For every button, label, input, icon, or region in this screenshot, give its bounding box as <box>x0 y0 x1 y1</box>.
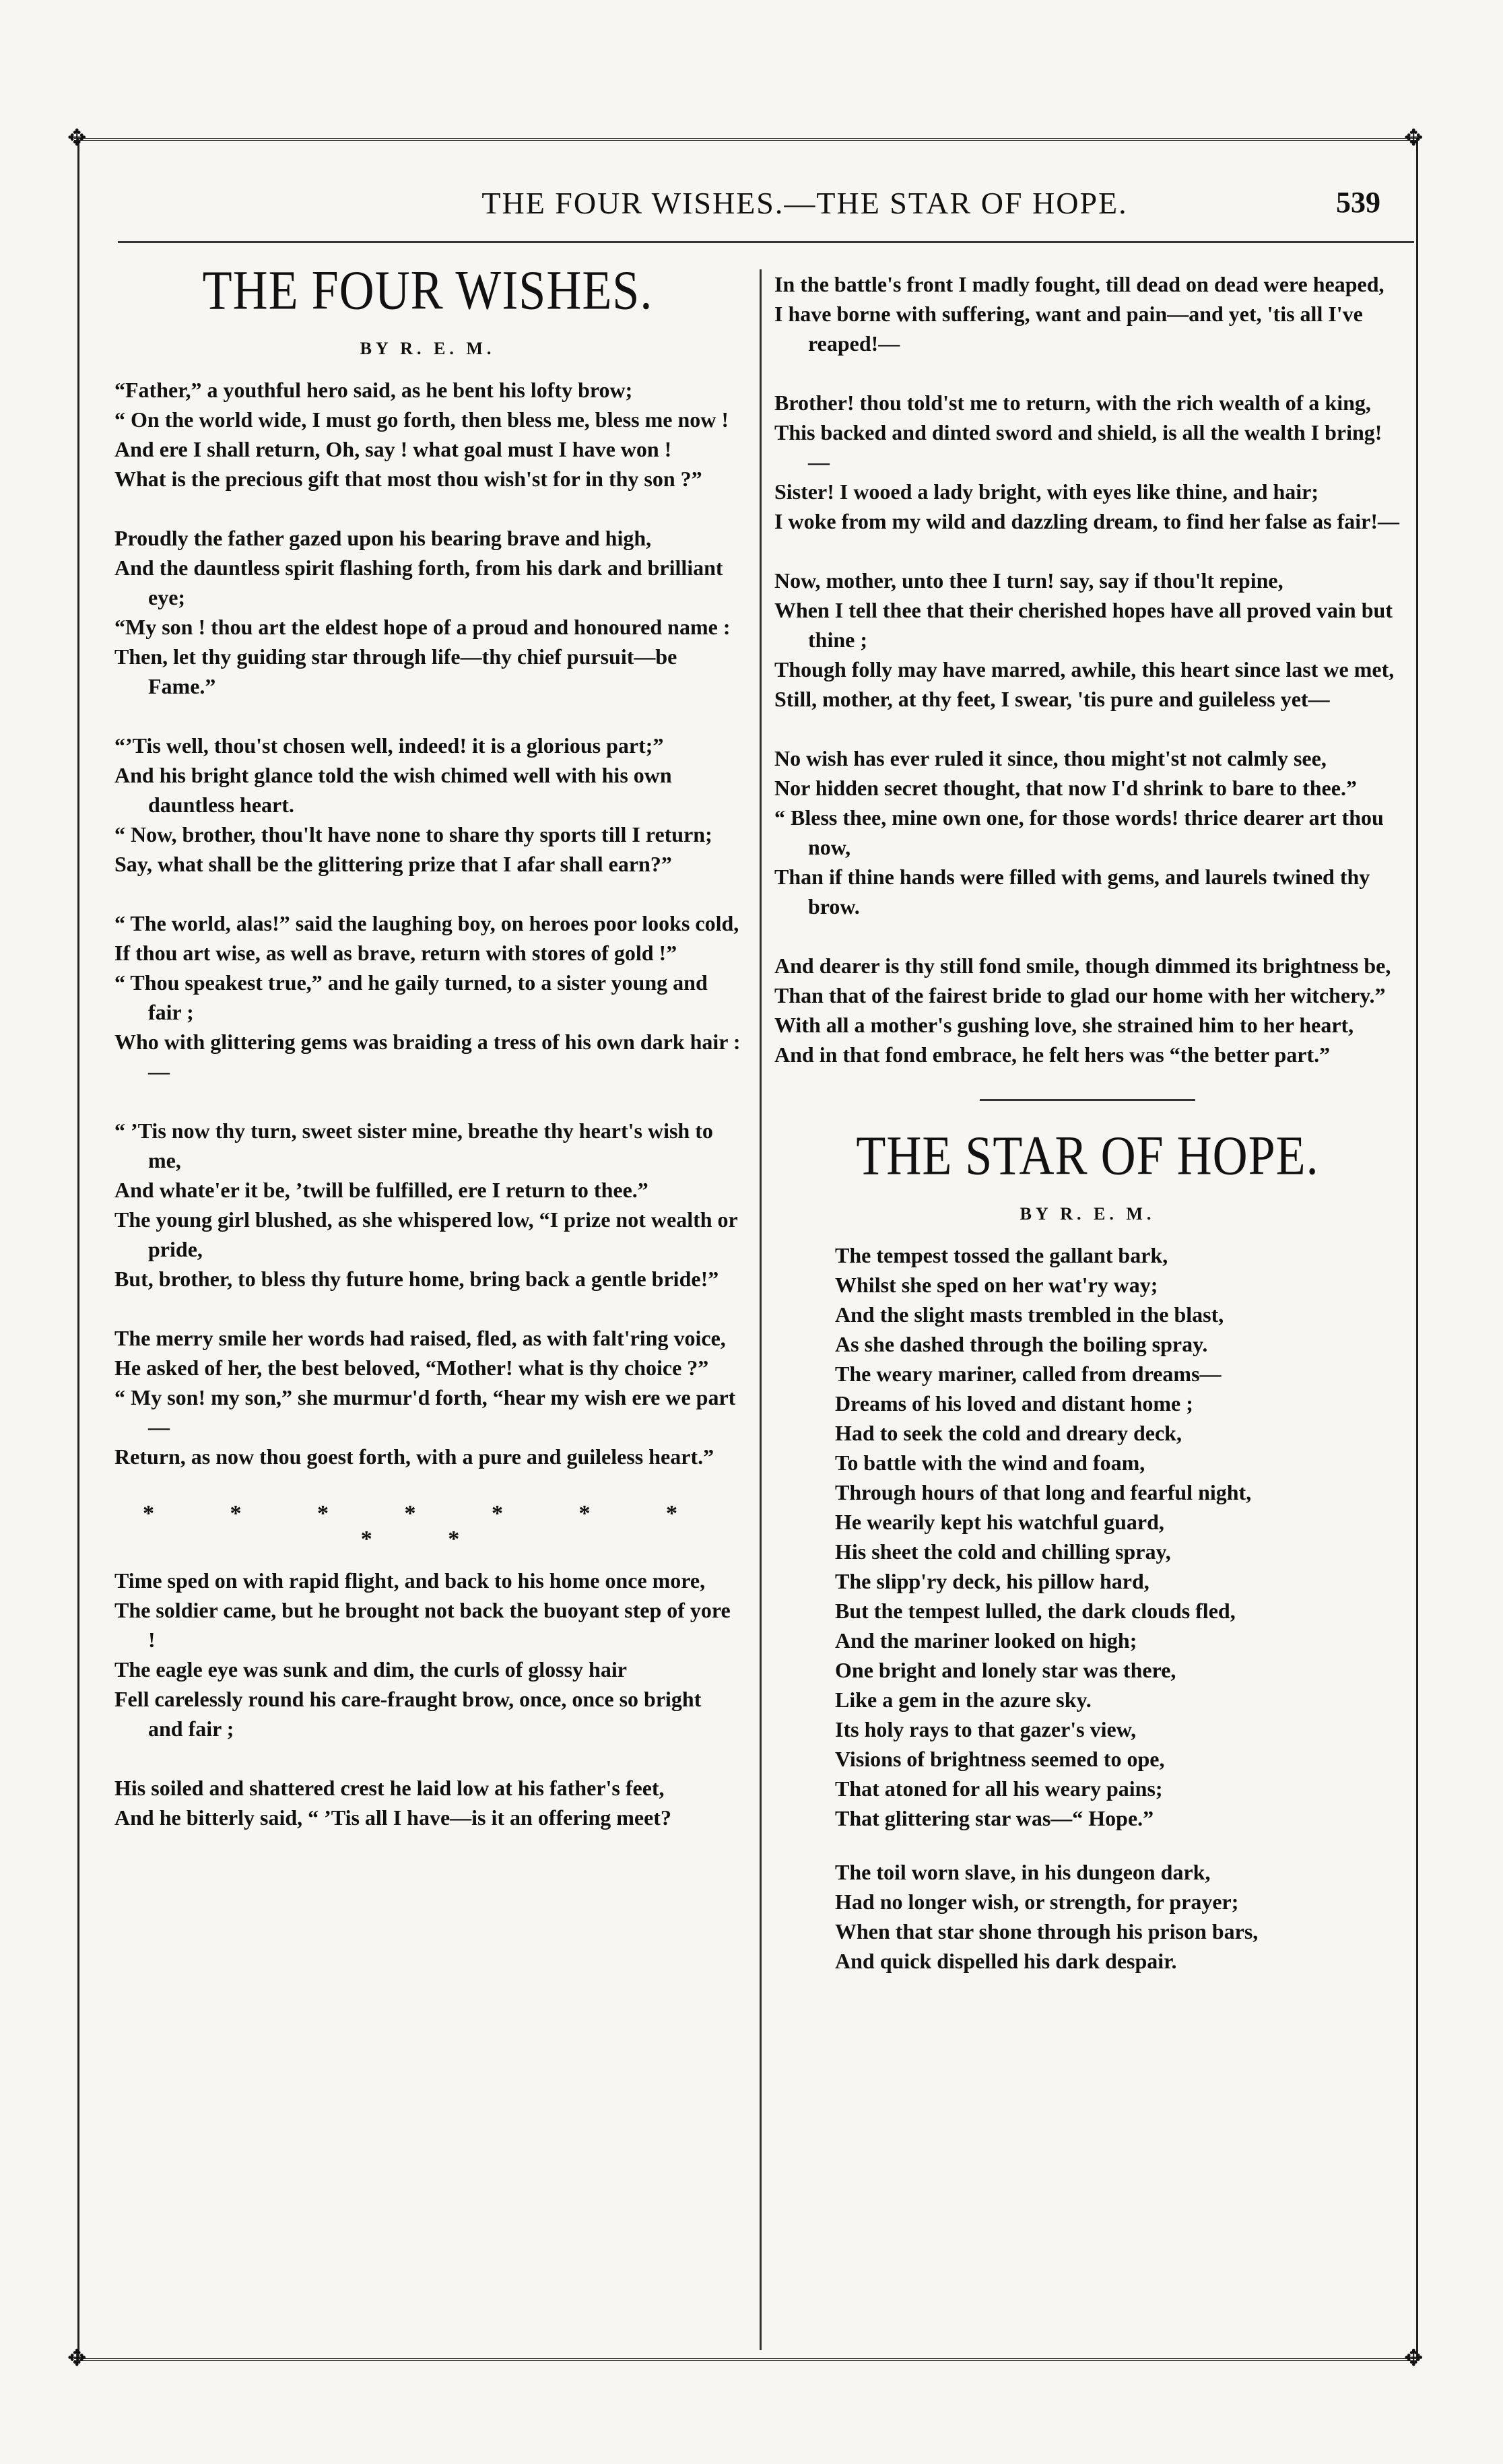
verse-line: “’Tis well, thou'st chosen well, indeed! it is a glorious part;” <box>114 733 664 758</box>
stanza <box>774 951 1401 1069</box>
verse-line: Whilst she sped on her wat'ry way; <box>835 1273 1158 1297</box>
verse-line: “ Thou speakest true,” and he gaily turned, to a sister young and fair ; <box>114 970 708 1024</box>
verse-line: Then, let thy guiding star through life—thy chief pursuit—be Fame.” <box>114 644 677 698</box>
verse-line: Who with glittering gems was braiding a tress of his own dark hair :— <box>114 1030 741 1084</box>
poem-title-four-wishes: THE FOUR WISHES. <box>202 259 653 321</box>
verse-line: But the tempest lulled, the dark clouds fled, <box>835 1599 1236 1623</box>
verse-line: Like a gem in the azure sky. <box>835 1688 1092 1712</box>
verse-line: What is the precious gift that most thou wish'st for in thy son ?” <box>114 467 702 491</box>
bottom-border-rule <box>74 2358 1417 2361</box>
verse-line: Nor hidden secret thought, that now I'd shrink to bare to thee.” <box>774 776 1357 800</box>
verse-line: When that star shone through his prison bars, <box>835 1919 1259 1943</box>
verse-line: Return, as now thou goest forth, with a pure and guileless heart.” <box>114 1444 714 1469</box>
verse-line: “ ’Tis now thy turn, sweet sister mine, breathe thy heart's wish to me, <box>114 1119 713 1172</box>
verse-line: And the slight masts trembled in the blast, <box>835 1302 1224 1327</box>
stanza <box>774 269 1401 358</box>
verse-line: Had no longer wish, or strength, for prayer; <box>835 1890 1239 1914</box>
verse-line: “ On the world wide, I must go forth, then bless me, bless me now ! <box>114 407 729 432</box>
verse-line: To battle with the wind and foam, <box>835 1451 1145 1475</box>
section-break-asterisks: * * * * * * * * * <box>143 1501 712 1552</box>
verse-line: And he bitterly said, “ ’Tis all I have—is it an offering meet? <box>114 1805 671 1830</box>
stanza <box>114 731 741 879</box>
stanza-group <box>774 1240 1401 1976</box>
verse-line: Than that of the fairest bride to glad our home with her witchery.” <box>774 983 1386 1007</box>
verse-line: If thou art wise, as well as brave, return with stores of gold !” <box>114 941 677 965</box>
stanza <box>114 375 741 494</box>
verse-line: That atoned for all his weary pains; <box>835 1776 1163 1801</box>
corner-ornament-icon: ✥ <box>67 2345 87 2372</box>
corner-ornament-icon: ✥ <box>67 125 87 152</box>
verse-line: The toil worn slave, in his dungeon dark, <box>835 1860 1211 1884</box>
running-head-title: THE FOUR WISHES.—THE STAR OF HOPE. <box>481 186 1128 220</box>
verse-line: His sheet the cold and chilling spray, <box>835 1539 1171 1564</box>
poem-separator-rule <box>980 1099 1195 1101</box>
verse-line: Proudly the father gazed upon his bearing brave and high, <box>114 526 652 550</box>
corner-ornament-icon: ✥ <box>1404 125 1424 152</box>
stanza <box>774 1857 1401 1976</box>
stanza <box>774 566 1401 714</box>
verse-line: The merry smile her words had raised, fled, as with falt'ring voice, <box>114 1326 726 1350</box>
page-number: 539 <box>1336 186 1380 219</box>
verse-line: “ My son! my son,” she murmur'd forth, “hear my wish ere we part— <box>114 1385 736 1439</box>
verse-line: Dreams of his loved and distant home ; <box>835 1391 1193 1416</box>
stanza <box>114 523 741 701</box>
stanza <box>774 388 1401 536</box>
verse-line: Had to seek the cold and dreary deck, <box>835 1421 1182 1445</box>
verse-line: The young girl blushed, as she whispered low, “I prize not wealth or pride, <box>114 1207 738 1261</box>
verse-line: As she dashed through the boiling spray. <box>835 1332 1208 1356</box>
verse-line: The slipp'ry deck, his pillow hard, <box>835 1569 1149 1593</box>
stanza <box>114 1773 741 1832</box>
verse-line: “ Now, brother, thou'lt have none to share thy sports till I return; <box>114 822 712 846</box>
verse-line: And the dauntless spirit flashing forth, from his dark and brilliant eye; <box>114 556 723 609</box>
verse-line: Its holy rays to that gazer's view, <box>835 1717 1137 1741</box>
top-border-rule <box>74 138 1417 141</box>
running-header <box>135 185 1401 232</box>
verse-line: Fell carelessly round his care-fraught brow, once, once so bright and fair ; <box>114 1687 702 1741</box>
verse-line: Though folly may have marred, awhile, this heart since last we met, <box>774 657 1395 681</box>
byline: BY R. E. M. <box>1020 1204 1156 1224</box>
verse-line: Brother! thou told'st me to return, with the rich wealth of a king, <box>774 391 1371 415</box>
verse-line: The eagle eye was sunk and dim, the curls of glossy hair <box>114 1657 627 1681</box>
header-rule <box>118 241 1414 243</box>
verse-line: But, brother, to bless thy future home, bring back a gentle bride!” <box>114 1267 719 1291</box>
verse-line: And ere I shall return, Oh, say ! what goal must I have won ! <box>114 437 672 461</box>
verse-line: He asked of her, the best beloved, “Mother! what is thy choice ?” <box>114 1356 709 1380</box>
verse-line: His soiled and shattered crest he laid low at his father's feet, <box>114 1776 665 1800</box>
verse-line: “ The world, alas!” said the laughing boy, on heroes poor looks cold, <box>114 911 739 935</box>
verse-line: With all a mother's gushing love, she strained him to her heart, <box>774 1013 1354 1037</box>
stanza-group <box>774 269 1401 1069</box>
verse-line: Now, mother, unto thee I turn! say, say if thou'lt repine, <box>774 568 1283 593</box>
verse-line: Still, mother, at thy feet, I swear, 'tis pure and guileless yet— <box>774 687 1330 711</box>
verse-line: I woke from my wild and dazzling dream, to find her false as fair!— <box>774 509 1399 533</box>
stanza-group <box>114 375 741 1471</box>
verse-line: No wish has ever ruled it since, thou might'st not calmly see, <box>774 746 1327 770</box>
verse-line: The soldier came, but he brought not back the buoyant step of yore ! <box>114 1598 731 1652</box>
verse-line: And his bright glance told the wish chimed well with his own dauntless heart. <box>114 763 672 817</box>
stanza <box>114 1116 741 1294</box>
verse-line: And the mariner looked on high; <box>835 1628 1137 1653</box>
corner-ornament-icon: ✥ <box>1404 2345 1424 2372</box>
verse-line: That glittering star was—“ Hope.” <box>835 1806 1154 1830</box>
verse-line: Through hours of that long and fearful night, <box>835 1480 1252 1504</box>
verse-line: And in that fond embrace, he felt hers was “the better part.” <box>774 1042 1331 1067</box>
poem-title-star-of-hope: THE STAR OF HOPE. <box>856 1124 1319 1187</box>
verse-line: Visions of brightness seemed to ope, <box>835 1747 1165 1771</box>
right-column <box>774 269 1401 2000</box>
verse-line: Sister! I wooed a lady bright, with eyes like thine, and hair; <box>774 479 1319 504</box>
verse-line: The tempest tossed the gallant bark, <box>835 1243 1168 1267</box>
stanza <box>114 1323 741 1471</box>
stanza <box>774 743 1401 921</box>
verse-line: And dearer is thy still fond smile, though dimmed its brightness be, <box>774 954 1391 978</box>
verse-line: And whate'er it be, ’twill be fulfilled, ere I return to thee.” <box>114 1178 648 1202</box>
verse-line: And quick dispelled his dark despair. <box>835 1949 1177 1973</box>
verse-line: Say, what shall be the glittering prize that I afar shall earn?” <box>114 852 672 876</box>
stanza <box>774 1240 1401 1833</box>
verse-line: Time sped on with rapid flight, and back to his home once more, <box>114 1568 706 1593</box>
verse-line: “Father,” a youthful hero said, as he bent his lofty brow; <box>114 378 633 402</box>
verse-line: In the battle's front I madly fought, till dead on dead were heaped, <box>774 272 1384 296</box>
left-column <box>114 259 741 1862</box>
verse-line: Than if thine hands were filled with gems, and laurels twined thy brow. <box>774 865 1370 919</box>
byline: BY R. E. M. <box>360 339 496 358</box>
verse-line: When I tell thee that their cherished hopes have all proved vain but thine ; <box>774 598 1393 652</box>
stanza <box>114 1566 741 1743</box>
stanza <box>114 908 741 1086</box>
column-divider <box>760 269 762 2350</box>
verse-line: “ Bless thee, mine own one, for those words! thrice dearer art thou now, <box>774 805 1384 859</box>
verse-line: The weary mariner, called from dreams— <box>835 1362 1222 1386</box>
verse-line: “My son ! thou art the eldest hope of a proud and honoured name : <box>114 615 731 639</box>
verse-line: This backed and dinted sword and shield, is all the wealth I bring!— <box>774 420 1382 474</box>
verse-line: One bright and lonely star was there, <box>835 1658 1176 1682</box>
verse-line: He wearily kept his watchful guard, <box>835 1510 1164 1534</box>
verse-line: I have borne with suffering, want and pain—and yet, 'tis all I've reaped!— <box>774 302 1363 356</box>
